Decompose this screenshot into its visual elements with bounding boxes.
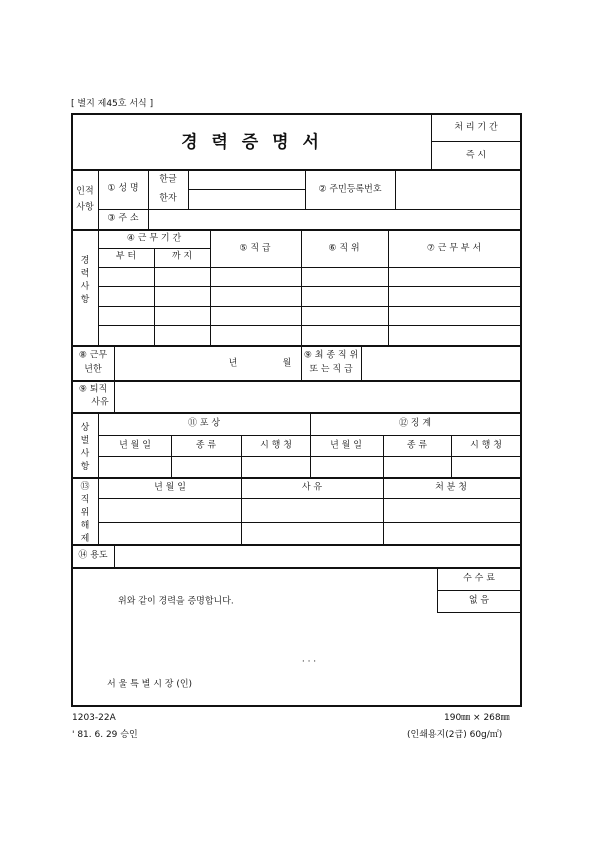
dismissal-row[interactable]	[100, 524, 520, 543]
name-hangul-label: 한글	[159, 174, 177, 185]
career-row[interactable]	[100, 308, 520, 324]
processing-period-label: 처 리 기 간	[454, 122, 498, 133]
name-label: ① 성 명	[107, 183, 139, 194]
rrn-field[interactable]	[397, 171, 520, 208]
career-row[interactable]	[100, 327, 520, 344]
issuer-name: 서 울 특 별 시 장 (인)	[107, 679, 193, 690]
dismissal-row[interactable]	[100, 500, 520, 521]
career-row[interactable]	[100, 269, 520, 285]
dismissal-agency-label: 처 분 청	[435, 482, 467, 493]
service-years-label-1: ⑧ 근무	[78, 350, 108, 361]
processing-period-value: 즉 시	[465, 150, 487, 161]
career-section-label: 경 력 사 항	[80, 256, 90, 305]
usage-label: ⑭ 용도	[78, 550, 108, 561]
page-title: 경 력 증 명 서	[181, 132, 323, 153]
period-to-label: 까 지	[171, 251, 193, 262]
fee-label: 수 수 료	[463, 573, 495, 584]
punish-date-label: 년 월 일	[330, 440, 362, 451]
service-years-label-2: 년한	[84, 364, 102, 375]
usage-field[interactable]	[116, 546, 520, 566]
position-label: ⑥ 직 위	[328, 243, 360, 254]
retirement-label-1: ⑨ 퇴직	[78, 384, 108, 395]
form-code: 1203-22A	[72, 713, 116, 723]
punishment-label: ⑫ 징 계	[398, 418, 432, 429]
service-years-month: 월	[282, 358, 292, 369]
paper-spec: (인쇄용지(2급) 60g/㎡)	[407, 730, 503, 740]
final-position-label-1: ⑨ 최 종 직 위	[303, 350, 359, 361]
final-position-label-2: 또 는 직 급	[309, 364, 353, 375]
retirement-label-2: 사유	[91, 397, 109, 408]
rrn-label: ② 주민등록번호	[318, 184, 382, 195]
personal-section-label-1: 인적	[76, 186, 94, 197]
dismissal-date-label: 년 월 일	[154, 482, 186, 493]
service-years-year: 년	[228, 358, 238, 369]
punish-agency-label: 시 행 청	[470, 440, 502, 451]
paper-size: 190㎜ × 268㎜	[444, 713, 510, 723]
reward-date-label: 년 월 일	[119, 440, 151, 451]
reward-type-label: 종 류	[195, 440, 217, 451]
name-hanja-label: 한자	[159, 193, 177, 204]
name-hangul-field[interactable]	[190, 171, 304, 188]
final-position-field[interactable]	[363, 347, 520, 379]
punish-type-label: 종 류	[406, 440, 428, 451]
form-reference: [ 별지 제45호 서식 ]	[71, 99, 154, 109]
personal-section-label-2: 사항	[76, 202, 94, 213]
issue-date-placeholder: . . .	[301, 654, 317, 665]
work-period-label: ④ 근 무 기 간	[126, 233, 182, 244]
address-label: ③ 주 소	[107, 213, 139, 224]
career-row[interactable]	[100, 288, 520, 305]
department-label: ⑦ 근 무 부 서	[426, 243, 482, 254]
grade-label: ⑤ 직 급	[239, 243, 271, 254]
dismissal-reason-label: 사 유	[301, 482, 323, 493]
certification-statement: 위와 같이 경력을 증명합니다.	[118, 596, 234, 607]
approval-date: ' 81. 6. 29 승인	[72, 730, 138, 740]
period-from-label: 부 터	[115, 251, 137, 262]
reward-label: ⑪ 포 상	[187, 418, 221, 429]
address-field[interactable]	[150, 211, 520, 228]
awards-row[interactable]	[100, 458, 520, 476]
retirement-reason-field[interactable]	[116, 382, 520, 411]
dismissal-section-label: ⑬ 직 위 해 제	[80, 482, 90, 544]
reward-agency-label: 시 행 청	[260, 440, 292, 451]
fee-value: 없 음	[468, 595, 490, 606]
awards-section-label: 상 벌 사 항	[80, 423, 90, 472]
name-hanja-field[interactable]	[190, 191, 304, 208]
